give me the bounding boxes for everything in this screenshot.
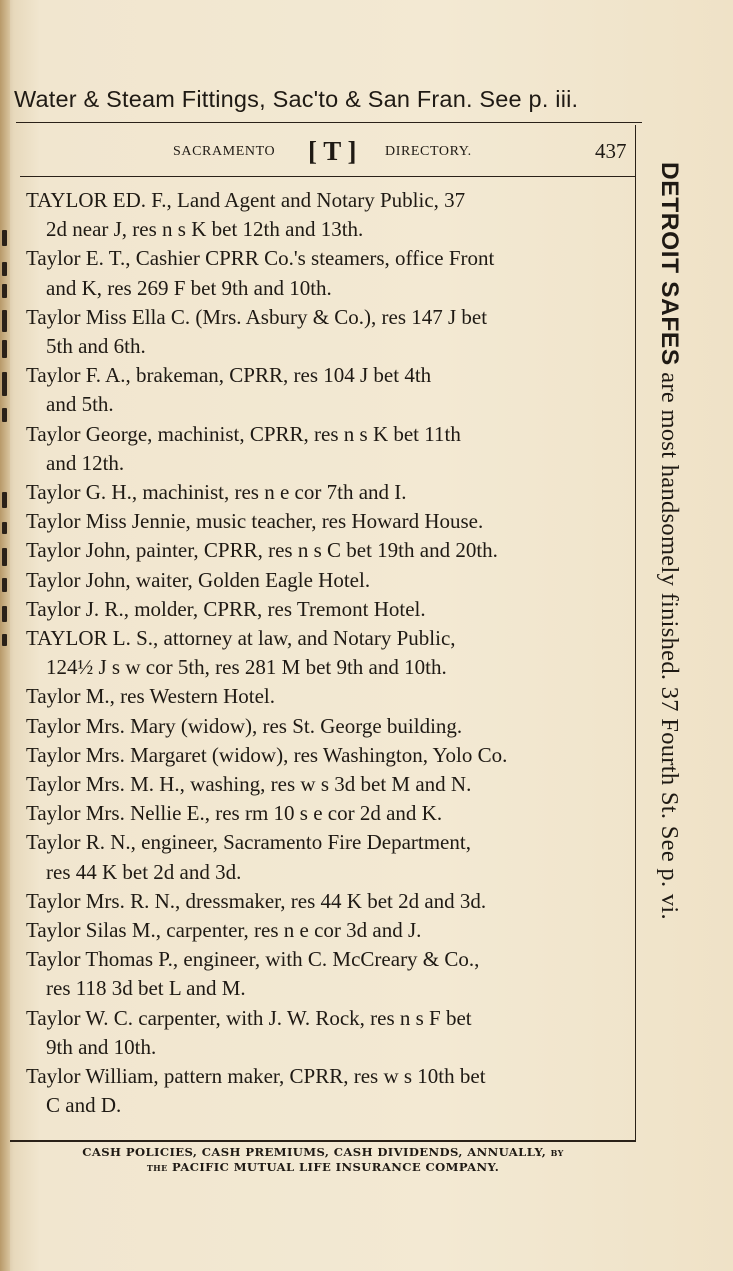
entry-name-line: Taylor Mrs. R. N., dressmaker, res 44 K bet 2d and 3d. [26,888,487,913]
entry-name-line: Taylor Mrs. Nellie E., res rm 10 s e cor 2d and K. [26,801,443,826]
entry-continuation-line: and K, res 269 F bet 9th and 10th. [46,275,332,300]
side-ad-text [655,162,683,1112]
entry-name-line: Taylor Mrs. Margaret (widow), res Washington, Yolo Co. [26,742,508,767]
directory-entry [20,595,632,624]
entry-name-line: Taylor G. H., machinist, res n e cor 7th and I. [26,480,407,505]
entry-name-line: Taylor George, machinist, CPRR, res n s K bet 11th [26,421,461,446]
entry-continuation-line: C and D. [46,1093,122,1118]
entry-name-line: Taylor Miss Jennie, music teacher, res Howard House. [26,509,484,534]
side-ad-rest: are most handsomely finished. 37 Fourth St. See p. vi. [656,365,683,920]
directory-entry [20,887,632,916]
directory-entry [20,916,632,945]
directory-entry [20,1062,632,1120]
entry-continuation-line: and 12th. [46,450,125,475]
entry-continuation-line: 124½ J s w cor 5th, res 281 M bet 9th and 10th. [46,655,447,680]
directory-entry [20,945,632,1003]
footer-advertisement [10,1145,636,1175]
entry-continuation-line: and 5th. [46,392,114,417]
left-margin-marks [0,222,14,832]
header-advertisement: Water & Steam Fittings, Sac'to & San Fran. See p. iii. [14,86,579,112]
directory-entry [20,361,632,419]
entry-name-line: Taylor Silas M., carpenter, res n e cor 3d and J. [26,918,422,943]
side-advertisement [645,162,683,1112]
page-number: 437 [595,139,627,163]
directory-entry [20,186,632,244]
directory-entry [20,507,632,536]
directory-entry [20,624,632,682]
entry-name-line: Taylor Miss Ella C. (Mrs. Asbury & Co.), res 147 J bet [26,304,488,329]
entry-name-line: Taylor F. A., brakeman, CPRR, res 104 J bet 4th [26,363,432,388]
directory-entry [20,478,632,507]
footer-ad-line-2: the PACIFIC MUTUAL LIFE INSURANCE COMPANY. [146,1160,500,1174]
right-column-rule [635,125,636,1140]
entry-name-line: Taylor Mrs. M. H., washing, res w s 3d bet M and N. [26,772,472,797]
directory-entry [20,303,632,361]
directory-entry [20,1004,632,1062]
directory-entry [20,244,632,302]
directory-entry [20,566,632,595]
directory-entry [20,682,632,711]
entry-name-line: Taylor John, waiter, Golden Eagle Hotel. [26,567,371,592]
header-rule [16,122,642,123]
directory-entry [20,420,632,478]
side-ad-brand: DETROIT SAFES [656,162,683,366]
directory-entry [20,828,632,886]
entry-name-line: Taylor Thomas P., engineer, with C. McCreary & Co., [26,947,480,972]
entry-name-line: Taylor E. T., Cashier CPRR Co.'s steamers, office Front [26,246,495,271]
entry-name-line: TAYLOR ED. F., Land Agent and Notary Public, 37 [26,188,466,212]
entry-continuation-line: res 118 3d bet L and M. [46,976,246,1001]
entry-name-line: Taylor R. N., engineer, Sacramento Fire Department, [26,830,471,855]
running-head-title: DIRECTORY. [385,144,472,159]
directory-entries [20,186,632,1121]
footer-ad-line-1: CASH POLICIES, CASH PREMIUMS, CASH DIVIDENDS, ANNUALLY, by [82,1145,564,1159]
running-head-letter: [ T ] [308,136,357,166]
entry-name-line: Taylor William, pattern maker, CPRR, res w s 10th bet [26,1064,486,1089]
entry-continuation-line: 2d near J, res n s K bet 12th and 13th. [46,217,364,242]
entry-name-line: Taylor M., res Western Hotel. [26,684,275,709]
entry-name-line: Taylor J. R., molder, CPRR, res Tremont Hotel. [26,596,426,621]
entry-name-line: Taylor Mrs. Mary (widow), res St. George building. [26,713,463,738]
entry-continuation-line: 5th and 6th. [46,334,146,359]
entry-name-line: Taylor John, painter, CPRR, res n s C bet 19th and 20th. [26,538,498,563]
directory-entry [20,799,632,828]
entry-name-line: Taylor W. C. carpenter, with J. W. Rock, res n s F bet [26,1005,472,1030]
entry-name-line: TAYLOR L. S., attorney at law, and Notary Public, [26,626,456,651]
footer-rule [10,1140,636,1142]
entry-continuation-line: 9th and 10th. [46,1034,157,1059]
directory-entry [20,712,632,741]
directory-entry [20,741,632,770]
running-head-city: SACRAMENTO [173,144,276,159]
directory-entry [20,536,632,565]
entry-continuation-line: res 44 K bet 2d and 3d. [46,859,242,884]
directory-entry [20,770,632,799]
running-head [173,136,633,172]
running-head-rule [20,176,636,177]
